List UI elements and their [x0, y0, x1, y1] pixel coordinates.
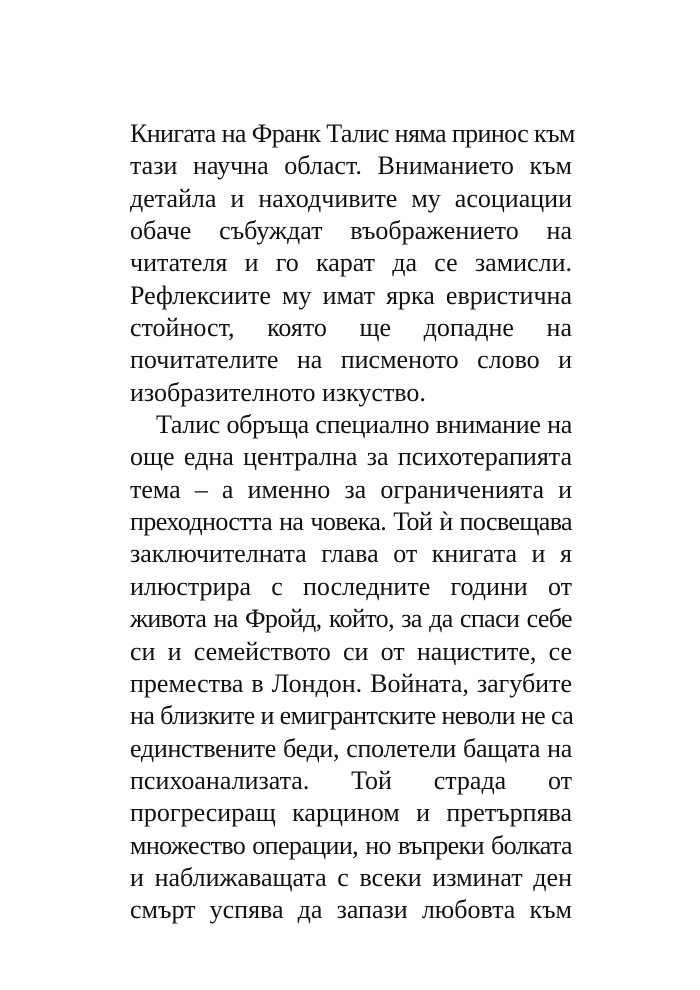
page-text [130, 118, 575, 927]
text-line: психоанализата. Той страда от [130, 765, 572, 795]
text-line: тема – а именно за ограниченията и [130, 474, 572, 504]
text-line: на близките и емигрантските неволи не са [130, 701, 574, 731]
text-line: читателя и го карат да се замисли. [130, 248, 572, 278]
text-line: Книгата на Франк Талис няма принос към [130, 119, 575, 148]
text-line: почитателите на писменото слово и [130, 345, 572, 375]
text-line: Талис обръща специално внимание на [156, 410, 572, 440]
text-line: и наближаващата с всеки изминат ден [130, 862, 572, 892]
text-line: множество операции, но въпреки болката [130, 830, 572, 860]
text-line: илюстрира с последните години от [130, 571, 572, 601]
text-line: стойност, която ще допадне на [130, 313, 572, 343]
text-line: изобразителното изкуство. [130, 377, 426, 407]
text-line: си и семейството си от нацистите, се [130, 636, 572, 666]
text-line: детайла и находчивите му асоциации [130, 183, 572, 213]
text-line: живота на Фройд, който, за да спаси себе [130, 604, 572, 634]
text-line: още една централна за психотерапията [130, 442, 572, 472]
text-line: заключителната глава от книгата и я [130, 539, 572, 569]
text-line: Рефлексиите му имат ярка евристична [130, 280, 572, 310]
text-line: смърт успява да запази любовта към [130, 895, 572, 925]
text-line: преходността на човека. Той ѝ посвещава [130, 507, 572, 537]
text-line: единствените беди, сполетели бащата на [130, 733, 572, 763]
text-line: прогресиращ карцином и претърпява [130, 798, 572, 828]
text-line: тази научна област. Вниманието към [130, 151, 572, 181]
text-line: обаче събуждат въображението на [130, 216, 572, 246]
text-line: премества в Лондон. Войната, загубите [130, 668, 572, 698]
